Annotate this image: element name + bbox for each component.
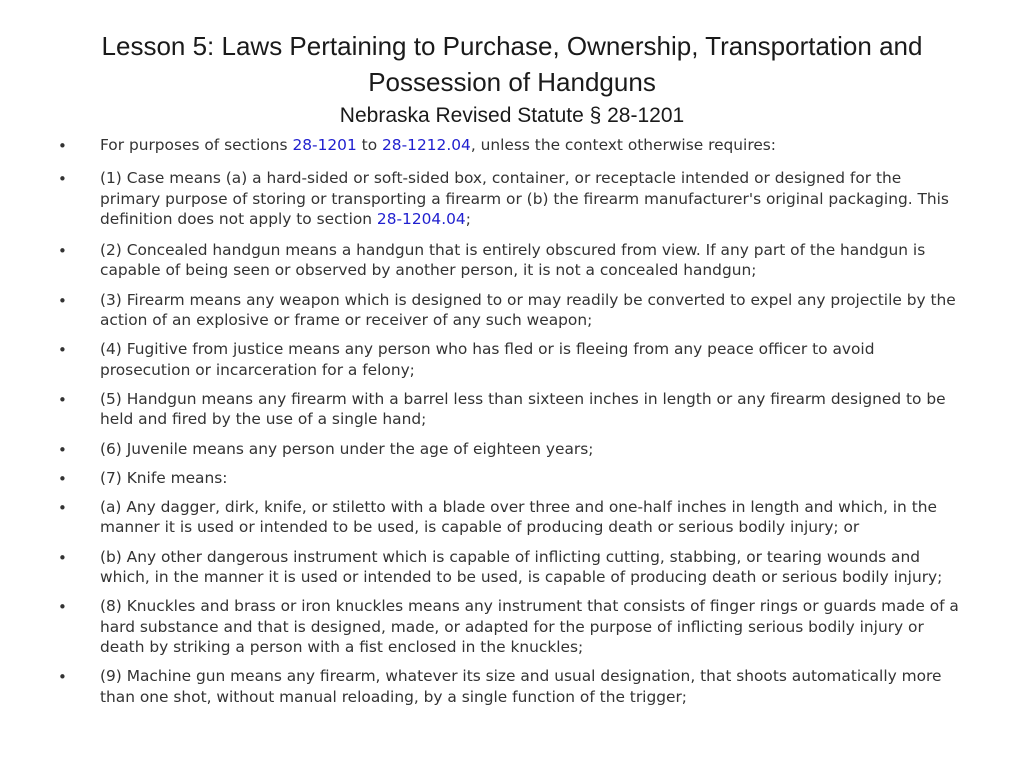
bullet-icon: • <box>58 291 67 310</box>
bullet-icon: • <box>58 668 67 687</box>
list-item <box>58 168 963 229</box>
list-item <box>58 439 963 459</box>
item-text: , unless the context otherwise requires: <box>470 136 776 154</box>
item-text: For purposes of sections <box>100 136 293 154</box>
item-text: (8) Knuckles and brass or iron knuckles means any instrument that consists of finger rings or guards made of a hard substance and that is designed, made, or adapted for the purpose of inflicting serious bodily injury or death by striking a person with a fist enclosed in the knuckles; <box>100 597 959 656</box>
item-text: (9) Machine gun means any firearm, whatever its size and usual designation, that shoots automatically more than one shot, without manual reloading, by a single function of the trigger; <box>100 667 942 706</box>
item-text: (5) Handgun means any firearm with a barrel less than sixteen inches in length or any firearm designed to be held and fired by the use of a single hand; <box>100 389 946 429</box>
bullet-icon: • <box>58 390 67 409</box>
item-text: ; <box>465 209 471 228</box>
item-text: (a) Any dagger, dirk, knife, or stiletto with a blade over three and one-half inches in length and which, in the manner it is used or intended to be used, is capable of producing death or serious bodily injury; or <box>100 498 937 537</box>
section-link-28-1212-04[interactable]: 28-1212.04 <box>382 136 471 154</box>
list-item <box>58 135 963 155</box>
list-item <box>58 240 963 281</box>
bullet-icon: • <box>58 137 67 155</box>
list-item <box>58 290 963 331</box>
list-item <box>58 547 963 588</box>
definitions-list <box>58 135 963 707</box>
bullet-icon: • <box>58 440 67 459</box>
item-text: (7) Knife means: <box>100 468 228 487</box>
list-item <box>58 468 963 488</box>
section-link-28-1201[interactable]: 28-1201 <box>292 136 357 154</box>
item-text: (2) Concealed handgun means a handgun that is entirely obscured from view. If any part of the handgun is capable of being seen or observed by another person, it is not a concealed handgun; <box>100 241 926 280</box>
list-item <box>58 497 963 538</box>
section-link-28-1204-04[interactable]: 28-1204.04 <box>376 209 466 228</box>
bullet-icon: • <box>58 499 67 518</box>
list-item <box>58 666 963 707</box>
list-item <box>58 339 963 380</box>
bullet-icon: • <box>58 469 67 488</box>
item-text: (3) Firearm means any weapon which is designed to or may readily be converted to expel any projectile by the action of an explosive or frame or receiver of any such weapon; <box>100 290 956 330</box>
bullet-icon: • <box>58 242 67 261</box>
item-text: (b) Any other dangerous instrument which is capable of inflicting cutting, stabbing, or tearing wounds and which, in the manner it is used or intended to be used, is capable of producing death or serious bodily injury; <box>100 547 943 587</box>
bullet-icon: • <box>58 341 67 360</box>
item-text: (1) Case means (a) a hard-sided or soft-sided box, container, or receptacle intended or designed for the primary purpose of storing or transporting a firearm or (b) the firearm manufacturer's original packaging. This definition does not apply to section <box>100 169 949 228</box>
slide-subtitle: Nebraska Revised Statute § 28-1201 <box>339 104 685 127</box>
list-item <box>58 596 963 657</box>
bullet-icon: • <box>58 548 67 567</box>
slide-title: Lesson 5: Laws Pertaining to Purchase, Ownership, Transportation and Possession of Handguns <box>101 31 923 97</box>
item-text: to <box>356 136 383 154</box>
list-item <box>58 389 963 430</box>
bullet-icon: • <box>58 598 67 617</box>
bullet-icon: • <box>58 170 67 189</box>
item-text: (6) Juvenile means any person under the age of eighteen years; <box>100 439 594 458</box>
item-text: (4) Fugitive from justice means any person who has fled or is fleeing from any peace officer to avoid prosecution or incarceration for a felony; <box>100 340 875 379</box>
